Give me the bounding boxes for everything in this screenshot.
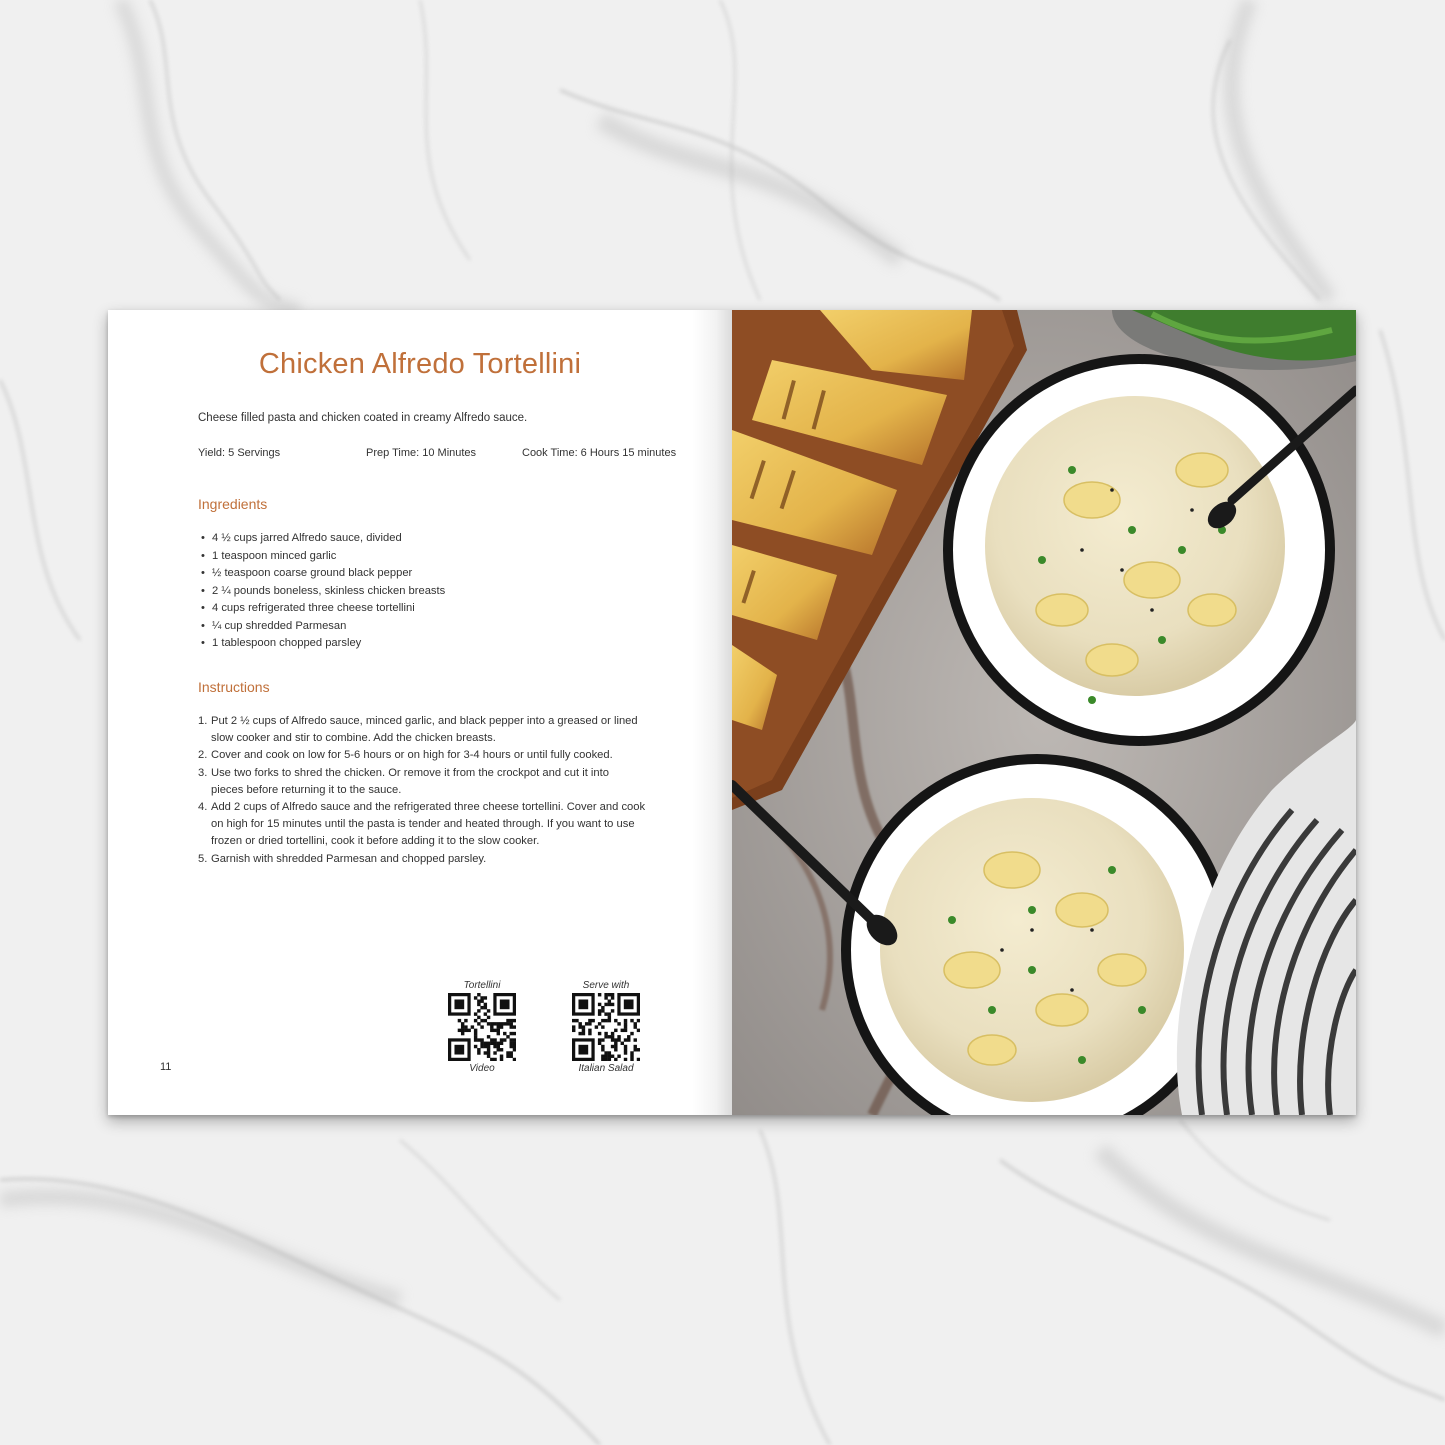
step-number: 4. xyxy=(198,801,208,814)
step-line: Cover and cook on low for 5-6 hours or on high for 3-4 hours or until fully cooked. xyxy=(211,749,613,762)
ingredients-heading: Ingredients xyxy=(198,496,268,512)
step-number: 3. xyxy=(198,766,208,779)
qr-italian-salad[interactable] xyxy=(561,980,651,1074)
step-line: Garnish with shredded Parmesan and chopped parsley. xyxy=(211,852,487,865)
step-number: 5. xyxy=(198,852,208,865)
instruction-step xyxy=(198,713,668,747)
step-line: on high for 15 minutes until the pasta is tender and heated through. If you want to use xyxy=(211,818,635,831)
page-gutter-shadow xyxy=(692,310,732,1115)
recipe-title: Chicken Alfredo Tortellini xyxy=(258,348,582,380)
step-line: Add 2 cups of Alfredo sauce and the refrigerated three cheese tortellini. Cover and cook xyxy=(211,801,646,814)
ingredient-item: • ¼ cup shredded Parmesan xyxy=(198,618,445,636)
qr-code-icon xyxy=(448,993,516,1061)
ingredient-item: • 4 ½ cups jarred Alfredo sauce, divided xyxy=(198,530,445,548)
yield-info: Yield: 5 Servings xyxy=(198,447,281,459)
step-line: frozen or dried tortellini, cook it before adding it to the slow cooker. xyxy=(211,835,540,848)
qr-tortellini-video[interactable] xyxy=(437,980,527,1074)
recipe-description: Cheese filled pasta and chicken coated in creamy Alfredo sauce. xyxy=(198,412,528,424)
ingredient-item: • 2 ¼ pounds boneless, skinless chicken breasts xyxy=(198,583,445,601)
step-line: Use two forks to shred the chicken. Or remove it from the crockpot and cut it into xyxy=(211,766,609,779)
instruction-step xyxy=(198,765,668,799)
qr-bottom-label: Video xyxy=(469,1063,495,1074)
step-line: pieces before returning it to the sauce. xyxy=(211,783,402,796)
instructions-list xyxy=(198,713,668,868)
qr-code-icon xyxy=(572,993,640,1061)
ingredient-item: • 1 tablespoon chopped parsley xyxy=(198,635,445,653)
step-line: slow cooker and stir to combine. Add the chicken breasts. xyxy=(211,732,496,745)
ingredient-item: • ½ teaspoon coarse ground black pepper xyxy=(198,565,445,583)
step-number: 2. xyxy=(198,749,208,762)
food-photo xyxy=(732,310,1356,1115)
recipe-page xyxy=(108,310,732,1115)
ingredient-item: • 4 cups refrigerated three cheese tortellini xyxy=(198,600,445,618)
qr-bottom-label: Italian Salad xyxy=(578,1063,634,1074)
prep-time-info: Prep Time: 10 Minutes xyxy=(366,447,477,459)
ingredients-list xyxy=(198,530,445,653)
instruction-step xyxy=(198,799,668,851)
instruction-step xyxy=(198,851,668,868)
instructions-heading: Instructions xyxy=(198,679,270,695)
qr-top-label: Tortellini xyxy=(463,980,501,991)
qr-top-label: Serve with xyxy=(582,980,630,991)
ingredient-item: • 1 teaspoon minced garlic xyxy=(198,548,445,566)
cook-time-info: Cook Time: 6 Hours 15 minutes xyxy=(522,447,677,459)
page-number: 11 xyxy=(160,1061,172,1073)
step-line: Put 2 ½ cups of Alfredo sauce, minced garlic, and black pepper into a greased or lined xyxy=(211,715,638,727)
instruction-step xyxy=(198,747,668,764)
food-photo-illustration xyxy=(732,310,1356,1115)
step-number: 1. xyxy=(198,715,208,727)
cookbook-spread xyxy=(108,310,1356,1115)
